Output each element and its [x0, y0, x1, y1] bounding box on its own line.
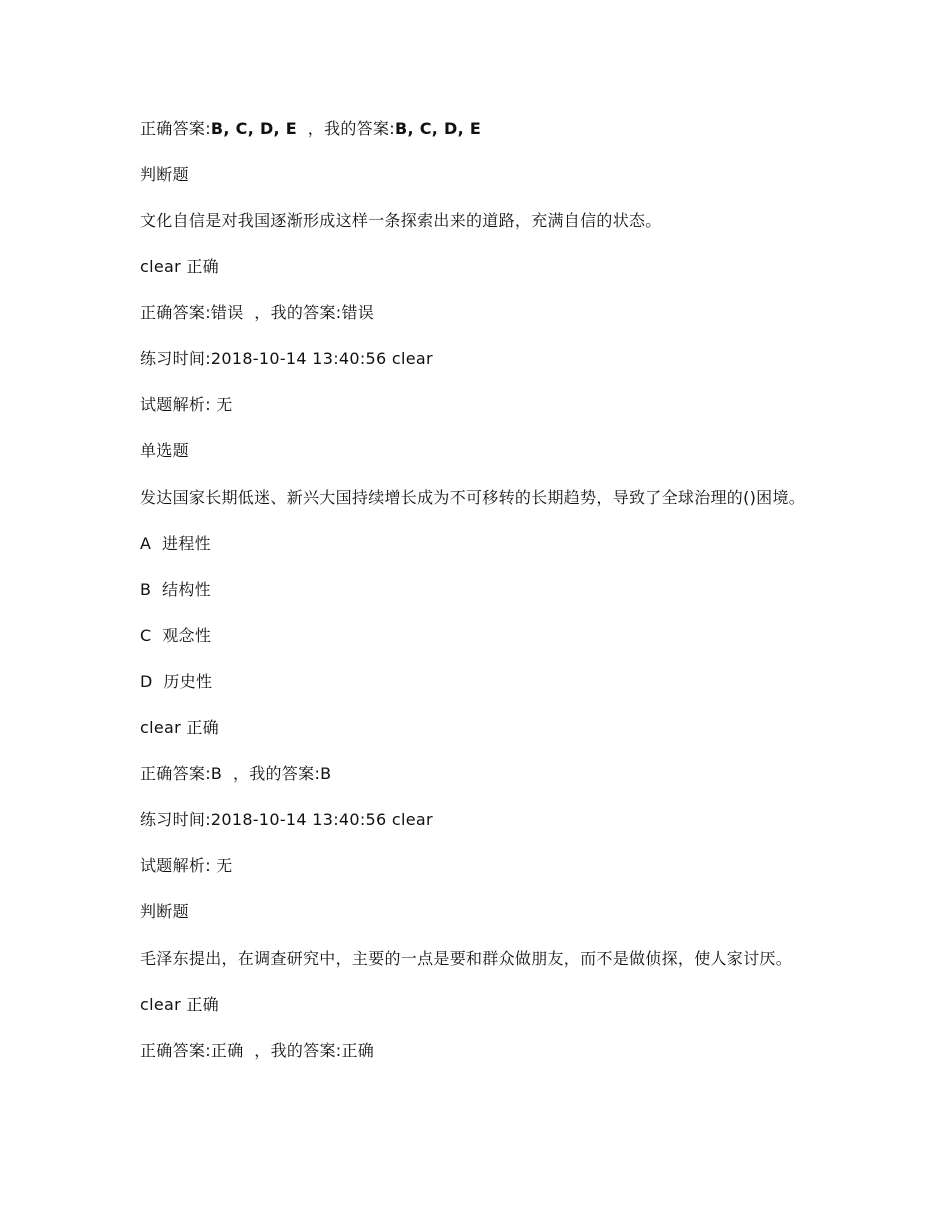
question-stem: 毛泽东提出，在调查研究中，主要的一点是要和群众做朋友，而不是做侦探，使人家讨厌。: [140, 949, 793, 968]
practice-time: 练习时间:2018-10-14 13:40:56 clear: [140, 349, 433, 368]
analysis-line: 试题解析: 无: [140, 395, 233, 414]
practice-time: 练习时间:2018-10-14 13:40:56 clear: [140, 810, 433, 829]
option-d: D 历史性: [140, 672, 213, 691]
answer-line: 正确答案:错误 ，我的答案:错误: [140, 303, 375, 322]
my-answer-value: B, C, D, E: [394, 119, 482, 138]
question-stem: 文化自信是对我国逐渐形成这样一条探索出来的道路，充满自信的状态。: [140, 211, 662, 230]
option-b: B 结构性: [140, 580, 211, 599]
correct-answer-label: 正确答案:: [140, 119, 211, 138]
result-status: clear 正确: [140, 257, 219, 276]
option-a: A 进程性: [140, 534, 211, 553]
question-type: 判断题: [140, 902, 189, 921]
question-type: 单选题: [140, 441, 189, 460]
option-c: C 观念性: [140, 626, 212, 645]
question-type: 判断题: [140, 165, 189, 184]
result-status: clear 正确: [140, 718, 219, 737]
answer-line: [140, 116, 810, 142]
answer-line: 正确答案:B ，我的答案:B: [140, 764, 332, 783]
question-stem: 发达国家长期低迷、新兴大国持续增长成为不可移转的长期趋势，导致了全球治理的()困境。: [140, 488, 806, 507]
answer-line: 正确答案:正确 ，我的答案:正确: [140, 1041, 375, 1060]
my-answer-label: ，我的答案:: [297, 119, 395, 138]
result-status: clear 正确: [140, 995, 219, 1014]
document-page: [140, 116, 810, 1084]
correct-answer-value: B, C, D, E: [210, 119, 297, 138]
analysis-line: 试题解析: 无: [140, 856, 233, 875]
